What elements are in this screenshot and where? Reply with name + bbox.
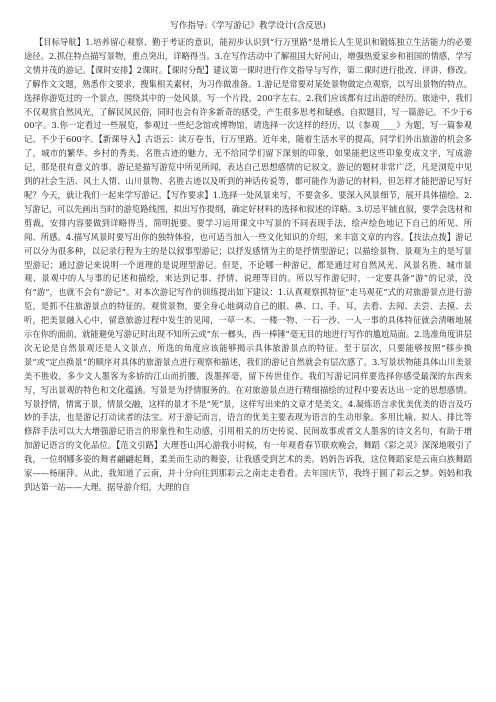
document-body: 【目标导航】1.培养留心观察、勤于考证的意识，能初步认识到“行万里路”是增长人生见识和锻炼独立生活能力的必要途径。2.抓住特点描写景物，重点突出，详略得当。3.在写作活动中了解祖国大好河山，增强热爱家乡和祖国的情感，学写文情并茂的游记。【课时安排】2课时。【课时分配】建议第一课时进行作文指导与写作，第二课时进行批改、评讲、修改。了解作文文题，熟悉作文要求，搜集相关素材，为习作做准备。1.游记是常要对某处景物做定点观察，以写出景物的特点。选择你游览过的一个景点，围绕其中的一处风景，写一个片段，200字左右。2.我们应该都有过出游的经历。旅途中，我们不仅观赏自然风光，了解民风民俗，同时也会有许多新奇的感受，产生很多思考和疑惑。自拟题目，写一篇游记。不少于600字。3.你一定看过一些展览，参观过一些纪念馆或博物馆，请选择一次这样的经历，以《参观____》为题，写一篇参观记。不少于600字。【新课导入】古语云：读万卷书，行万里路。近年来，随着生活水平的提高，同学们外出旅游的机会多了，城市的繁华、乡村的秀美、名胜古迹的魅力，无不给同学们留下深刻的印象，如果能把这些印象变成文字，写成游记，那是很有意义的事。游记是描写游览中所见所闻，表达自己思想感情的记叙文。游记的题材非常广泛，凡是浏览中见到的社会生活、风土人情、山川景物、名胜古迹以及听到的神话传说等，都可能作为游记的材料，但怎样才能把游记写好呢？今天，就让我们一起来学写游记。【写作要求】1.选择一处风景来写，不要贪多。要深入风景细节，展开具体描绘。2.写游记，可以先画出当时的游览路线图，拟出写作提纲，确定好材料的选择和叙述的详略。3.切忌平铺直叙，要学会选材和剪裁，安排内容要做到详略得当，简明扼要。要学习运用课文中写景的不同表现手法，绘声绘色地记下自己的所见、所闻、所感。4.描写风景时要写出你的独特体验，也可适当加入一些文化知识的介绍，来丰富文章的内容。【技法点拨】游记可以分为很多种，以记录行程为主的是以叙事型游记；以抒发感情为主的是抒情型游记；以描绘景物、景观为主的是写景型游记；通过游记来说明一个道理的是说理型游记。但是，不论哪一种游记，都是通过对自然风光、风景名胜、城市景观、景观中的人与事的记述和描绘，来达到记事、抒情、说理等目的。所以写作游记时，一定要具备“游”的记录，没有“游”，也就不会有“游记”。对本次游记写作的训练提出如下建议：1.认真观察抓特征“走马观花”式的对旅游景点进行游览，是抓不住旅游景点的特征的。观赏景物，要全身心地调动自己的眼、鼻、口、手、耳，去看、去闻、去尝、去摸、去听，把美景融入心中，留意旅游过程中发生的见闻，一草一木、一楼一物、一石一沙、一人一事的具体特征就会清晰地展示在你的面前，就能避免写游记时出现不知所云或“东一榔头，西一棒锤”毫无目的地进行写作的尴尬局面。2.选准角度讲层次无论是自然景观还是人文景点，所选的角度应该能够揭示具体旅游景点的特征。至于层次，只要能够按照“移步换景”或“定点换景”的顺序对具体的旅游景点进行观察和描述，我们的游记自然就会有层次感了。3.写景状物能具体山川美景美不胜收，多少文人墨客为多娇的江山而折腰，泼墨挥毫，留下传世佳作。我们写游记同样要选择你感受最深的东西来写，写出景观的特色和文化蕴涵。写景是为抒情服务的。在对旅游景点进行精细描绘的过程中要表达出一定的思想感情。写景抒情，情寓于景，情景交融，这样的景才不是“死”景，这样写出来的文章才是美文。4.凝炼语言求优美优美的语言及巧妙的手法，也是游记打动读者的法宝。对于游记而言，语言的优美主要表现为语言的生动形象。多用比喻、拟人、排比等修辞手法可以大大增强游记语言的形象性和生动感，引用相关的历史传说、民间故事或者文人墨客的诗文名句，有助于增加游记语言的文化品位。【范文引路】大理苍山洱心游我小时候，有一年观看春节联欢晚会，舞蹈《彩之灵》深深地吸引了我，一位纲娜多姿的舞者翩翩起舞，柔美而生动的舞姿，让我感受到艺术的美。妈妈告诉我，这位舞蹈家是云南白族舞蹈家——杨丽萍。从此，我知道了云南，并十分向往到那彩云之南走走看看。去年国庆节，我终于圆了彩云之梦。妈妈和我到达第一站——大理。据导游介绍，大理的自 xyxy=(24,37,472,492)
document-title: 写作指导:《学写游记》教学设计(含反思) xyxy=(170,21,326,31)
